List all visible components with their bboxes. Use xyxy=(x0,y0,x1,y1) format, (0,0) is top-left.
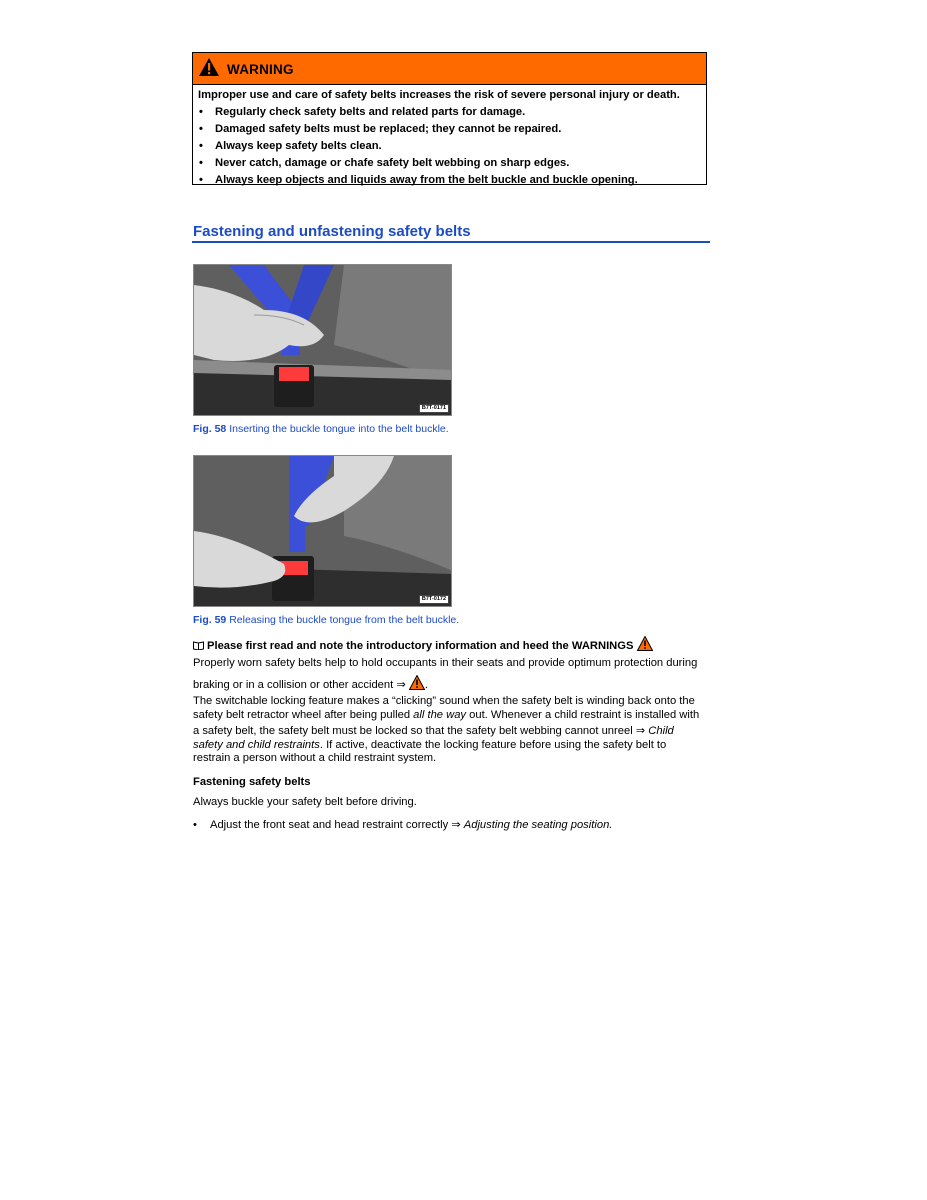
list-item-text: Adjust the front seat and head restraint correctly ⇒ xyxy=(210,819,464,831)
paragraph-1-line-2: braking or in a collision or other accident ⇒ . xyxy=(193,675,713,693)
paragraph-2-line-2 xyxy=(193,709,713,723)
warning-triangle-icon[interactable] xyxy=(409,675,425,690)
paragraph-2-text: safety belt retractor wheel after being pulled xyxy=(193,709,414,721)
bullet-marker: • xyxy=(193,819,197,831)
figure-58-caption xyxy=(193,423,449,435)
paragraph-2-line-1: The switchable locking feature makes a “clicking” sound when the safety belt is winding back onto the xyxy=(193,695,695,707)
figure-code: B7T-0172 xyxy=(419,595,449,604)
book-icon xyxy=(193,641,204,650)
section-divider xyxy=(192,241,710,243)
seating-position-link[interactable]: Adjusting the seating position. xyxy=(463,819,613,831)
warning-item: • Damaged safety belts must be replaced; they cannot be repaired. xyxy=(198,121,706,138)
figure-code: B7T-0171 xyxy=(419,404,449,413)
child-safety-link[interactable]: safety and child restraints xyxy=(193,739,320,751)
paragraph-1-text: braking or in a collision or other accident ⇒ xyxy=(193,679,406,691)
figure-58-image xyxy=(193,264,452,416)
paragraph-1-line-1: Properly worn safety belts help to hold occupants in their seats and provide optimum protection during xyxy=(193,657,698,669)
figure-label: Fig. 58 xyxy=(193,423,227,435)
warning-intro: Improper use and care of safety belts increases the risk of severe personal injury or death. xyxy=(198,89,680,101)
figure-label: Fig. 59 xyxy=(193,614,227,626)
warning-body xyxy=(193,85,706,189)
paragraph-2-text: a safety belt, the safety belt must be locked so that the safety belt webbing cannot unreel ⇒ xyxy=(193,725,649,737)
warning-item: • Regularly check safety belts and related parts for damage. xyxy=(198,104,706,121)
figure-caption-text: Inserting the buckle tongue into the belt buckle. xyxy=(229,423,449,435)
warning-triangle-icon xyxy=(198,57,220,77)
figure-59-caption xyxy=(193,614,459,626)
paragraph-2-text: out. Whenever a child restraint is installed with xyxy=(466,709,700,721)
paragraph-2-line-4 xyxy=(193,739,713,753)
subsection-text: Always buckle your safety belt before driving. xyxy=(193,796,417,808)
child-safety-link[interactable]: Child xyxy=(648,725,674,737)
warning-item: • Always keep safety belts clean. xyxy=(198,138,706,155)
warning-title: WARNING xyxy=(227,62,294,77)
paragraph-2-line-3 xyxy=(193,725,713,739)
figure-59-image xyxy=(193,455,452,607)
paragraph-2-text: . If active, deactivate the locking feature before using the safety belt to xyxy=(319,739,667,751)
intro-note-text: Please first read and note the introductory information and heed the WARNINGS xyxy=(207,640,634,652)
warning-header xyxy=(193,53,706,85)
emphasis-text: all the way xyxy=(413,709,467,721)
warning-list xyxy=(198,104,706,189)
subsection-title: Fastening safety belts xyxy=(193,776,311,788)
list-item xyxy=(210,819,730,833)
warning-item: • Always keep objects and liquids away from the belt buckle and buckle opening. xyxy=(198,172,706,189)
intro-note xyxy=(193,636,713,654)
paragraph-2-line-5: restrain a person without a child restraint system. xyxy=(193,752,437,764)
warning-item: • Never catch, damage or chafe safety belt webbing on sharp edges. xyxy=(198,155,706,172)
figure-caption-text: Releasing the buckle tongue from the belt buckle. xyxy=(229,614,460,626)
warning-triangle-icon[interactable] xyxy=(637,636,653,651)
warning-box xyxy=(192,52,707,185)
section-title: Fastening and unfastening safety belts xyxy=(193,223,471,240)
